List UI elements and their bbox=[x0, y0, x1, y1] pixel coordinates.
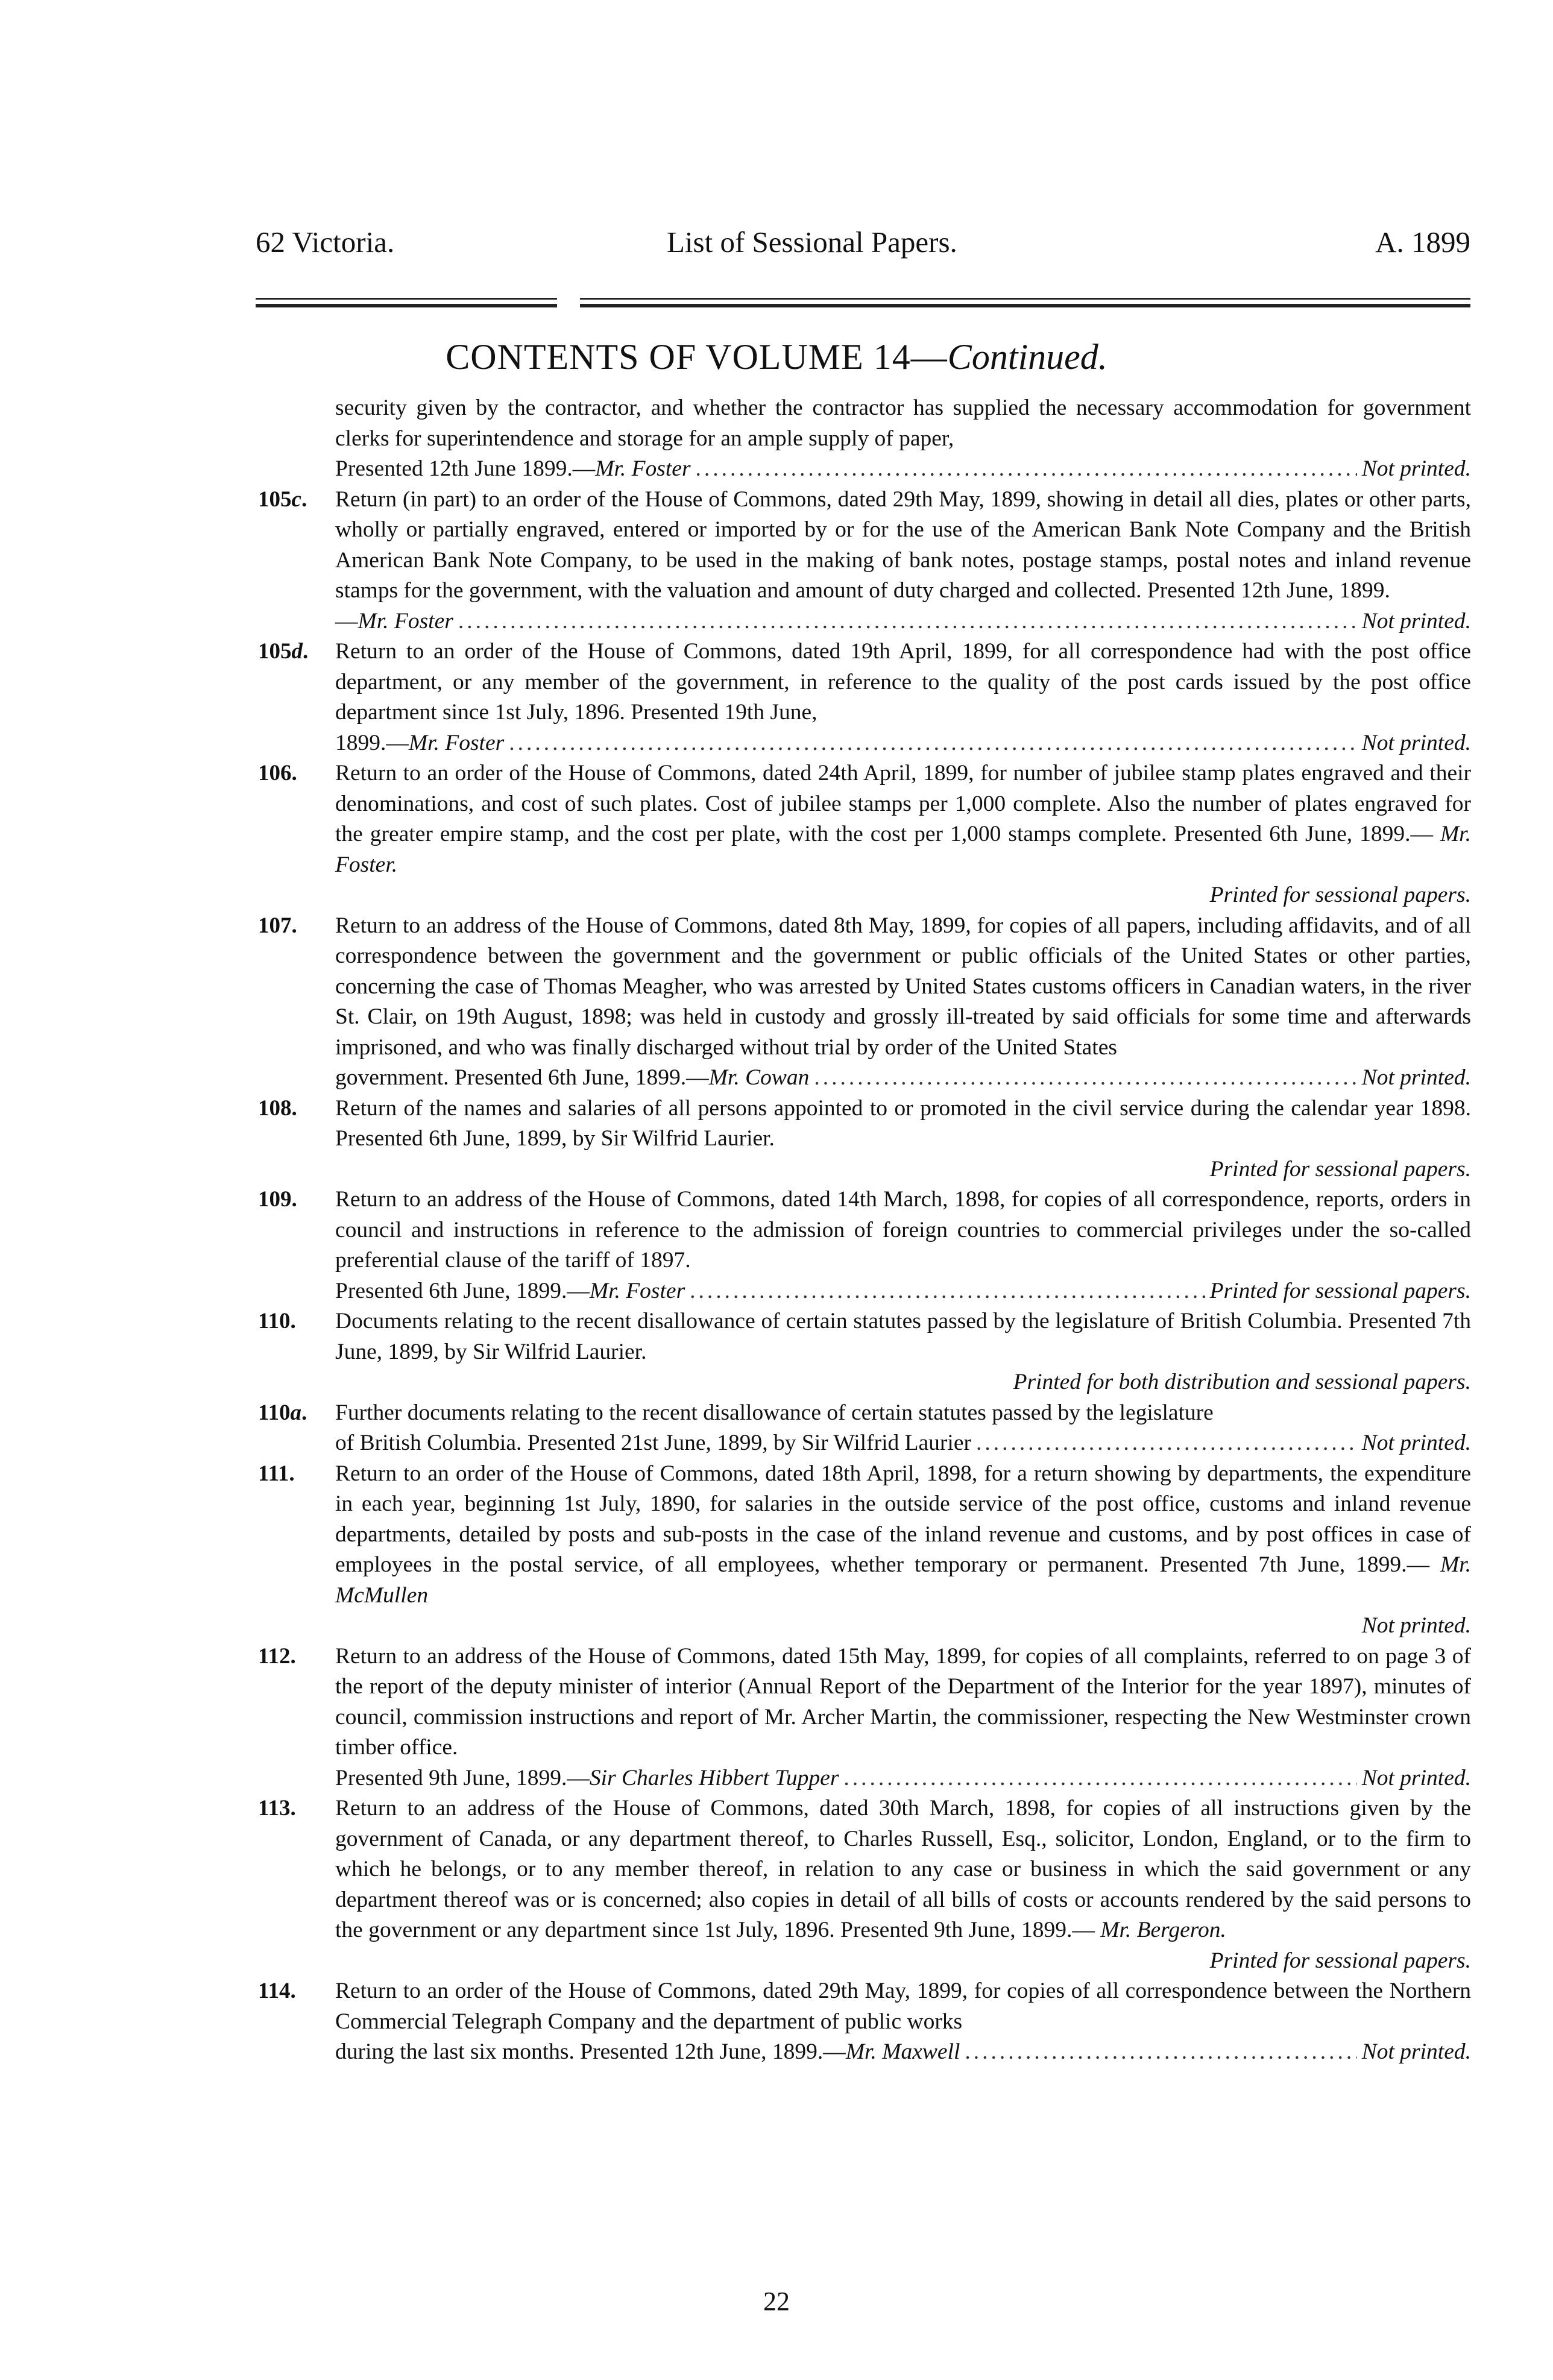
entry-mover: Mr. Maxwell bbox=[845, 2039, 960, 2064]
entry-final-line bbox=[335, 728, 1471, 759]
header-regnal-year: 62 Victoria. bbox=[256, 225, 395, 259]
entry-number-value: 113 bbox=[258, 1796, 291, 1821]
entry-text bbox=[335, 1459, 1471, 1611]
entry-body: Further documents relating to the recent disallowance of certain statutes passed by the legislature bbox=[335, 1400, 1214, 1425]
header-rule-left bbox=[256, 297, 557, 311]
entry-final-text: Presented 9th June, 1899.— bbox=[335, 1765, 590, 1790]
entry-body: Return to an order of the House of Commons, dated 18th April, 1898, for a return showing by departments, the expenditure in each year, beginning 1st July, 1890, for salaries in the outside service of the post office, customs and inland revenue departments, detailed by posts and sub-posts in the case of the inland revenue and customs, and by post offices in case of employees in the postal service, of all employees, whether temporary or permanent. Presented 7th June, 1899.— bbox=[335, 1461, 1471, 1577]
entry-status: Not printed. bbox=[1361, 1065, 1471, 1090]
page-number: 22 bbox=[763, 2287, 790, 2316]
dot-leader bbox=[696, 454, 1357, 485]
entry-text bbox=[335, 911, 1471, 1063]
dot-leader bbox=[690, 1276, 1205, 1307]
entry-number-value: 105 bbox=[258, 639, 292, 664]
list-item bbox=[258, 1793, 1471, 1976]
entry-body: Return to an order of the House of Commons, dated 24th April, 1899, for number of jubilee stamp plates engraved and their denominations, and cost of such plates. Cost of jubilee stamps per 1,000 complete. Also the number of plates engraved for the greater empire stamp, and the cost per plate, with the cost per 1,000 stamps complete. Presented 6th June, 1899.— bbox=[335, 761, 1471, 846]
list-item bbox=[258, 911, 1471, 1094]
entry-text bbox=[335, 1793, 1471, 1946]
header-year: A. 1899 bbox=[1375, 225, 1470, 259]
entry-number-value: 111 bbox=[258, 1461, 289, 1486]
entry-number-value: 105 bbox=[258, 486, 292, 512]
entry-final-text: during the last six months. Presented 12th June, 1899.— bbox=[335, 2039, 846, 2064]
entry-status: Not printed. bbox=[1361, 456, 1471, 481]
entry-text bbox=[335, 1306, 1471, 1367]
entry-number: 109. bbox=[258, 1187, 297, 1212]
volume-heading-main: CONTENTS OF VOLUME 14— bbox=[446, 337, 948, 377]
entry-number-value: 109 bbox=[258, 1187, 292, 1212]
entry-status: Not printed. bbox=[1361, 1431, 1471, 1455]
entry-number: 107. bbox=[258, 913, 297, 938]
entry-body: Return to an order of the House of Commons, dated 19th April, 1899, for all correspondence had with the post office department, or any member of the government, in reference to the quality of the post cards issued by the post office department since 1st July, 1896. Presented 19th June, bbox=[335, 639, 1471, 725]
list-item bbox=[258, 1306, 1471, 1398]
entry-final-line bbox=[335, 1063, 1471, 1094]
entry-final-text: government. Presented 6th June, 1899.— bbox=[335, 1065, 709, 1090]
list-item bbox=[258, 1642, 1471, 1794]
entry-mover: Mr. Foster bbox=[589, 1278, 685, 1303]
list-item bbox=[258, 758, 1471, 911]
dot-leader bbox=[814, 1063, 1356, 1094]
entry-final-text: — bbox=[335, 608, 358, 634]
entry-final-text: 1899.— bbox=[335, 730, 409, 755]
header-rule-right bbox=[580, 297, 1470, 311]
entry-status: Not printed. bbox=[1361, 730, 1471, 755]
entry-body: security given by the contractor, and whether the contractor has supplied the necessary accommodation for government clerks for superintendence and storage for an ample supply of paper, bbox=[335, 395, 1471, 451]
entry-text bbox=[335, 1398, 1471, 1429]
entry-body: Return (in part) to an order of the House of Commons, dated 29th May, 1899, showing in detail all dies, plates or other parts, wholly or partially engraved, entered or imported by or for the use of the American Bank Note Company and the British American Bank Note Company, to be used in the making of bank notes, postage stamps, postal notes and inland revenue stamps for the government, with the valuation and amount of duty charged and collected. Presented 12th June, 1899. bbox=[335, 486, 1471, 603]
entry-text bbox=[335, 1094, 1471, 1154]
entry-mover: Mr. Bergeron. bbox=[1100, 1918, 1226, 1942]
list-item bbox=[258, 1398, 1471, 1459]
entries-list bbox=[258, 393, 1472, 2068]
entry-body: Return to an address of the House of Commons, dated 14th March, 1898, for copies of all correspondence, reports, orders in council and instructions in reference to the admission of foreign countries to commercial privileges under the so-called preferential clause of the tariff of 1897. bbox=[335, 1187, 1471, 1273]
entry-final-text: Presented 6th June, 1899.— bbox=[335, 1278, 590, 1303]
running-head bbox=[256, 224, 1470, 260]
header-title: List of Sessional Papers. bbox=[667, 225, 957, 259]
entry-number-suffix: d bbox=[291, 639, 303, 664]
list-item bbox=[335, 393, 1471, 485]
entry-number: 105c. bbox=[258, 486, 307, 512]
entry-number: 106. bbox=[258, 761, 297, 785]
entry-number: 111. bbox=[258, 1461, 295, 1486]
entry-status: Printed for sessional papers. bbox=[1209, 883, 1471, 907]
entry-number-value: 112 bbox=[258, 1643, 291, 1669]
entry-final-line bbox=[335, 2037, 1471, 2068]
entry-number-value: 106 bbox=[258, 761, 292, 785]
entry-final-line bbox=[335, 606, 1471, 637]
entry-final-line bbox=[335, 454, 1471, 485]
entry-text bbox=[335, 393, 1471, 454]
entry-number: 112. bbox=[258, 1643, 296, 1669]
entry-body: Return to an order of the House of Commons, dated 29th May, 1899, for copies of all correspondence between the Northern Commercial Telegraph Company and the department of public works bbox=[335, 1979, 1471, 2034]
entry-final-text: Presented 12th June 1899.— bbox=[335, 456, 596, 481]
entry-body: Return to an address of the House of Commons, dated 30th March, 1898, for copies of all instructions given by the government of Canada, or any department thereof, to Charles Russell, Esq., solicitor, London, England, or to the firm to which he belongs, or to any member thereof, in relation to any case or business in which the said government or any department thereof was or is concerned; also copies in detail of all bills of costs or accounts rendered by the said persons to the government or any department since 1st July, 1896. Presented 9th June, 1899.— bbox=[335, 1796, 1471, 1942]
entry-body: Return of the names and salaries of all persons appointed to or promoted in the civil service during the calendar year 1898. Presented 6th June, 1899, by Sir Wilfrid Laurier. bbox=[335, 1095, 1471, 1151]
entry-status: Not printed. bbox=[1361, 1765, 1471, 1790]
entry-status: Printed for sessional papers. bbox=[1209, 1948, 1471, 1973]
entry-mover: Mr. Foster. bbox=[335, 822, 1471, 877]
entry-final-text: of British Columbia. Presented 21st June, 1899, by Sir Wilfrid Laurier bbox=[335, 1431, 971, 1455]
entry-final-line bbox=[335, 1276, 1471, 1307]
entry-text bbox=[335, 1976, 1471, 2037]
entry-number: 110a. bbox=[258, 1400, 307, 1425]
entry-text bbox=[335, 1642, 1471, 1763]
entry-mover: Mr. Foster bbox=[595, 456, 691, 481]
dot-leader bbox=[965, 2037, 1356, 2068]
entry-final-line bbox=[335, 1763, 1471, 1794]
entry-mover: Mr. Foster bbox=[358, 608, 453, 634]
entry-status: Printed for both distribution and sessional papers. bbox=[1013, 1370, 1471, 1394]
entry-number: 110. bbox=[258, 1309, 296, 1333]
entry-mover: Sir Charles Hibbert Tupper bbox=[589, 1765, 839, 1790]
entry-body: Documents relating to the recent disallowance of certain statutes passed by the legislature of British Columbia. Presented 7th June, 1899, by Sir Wilfrid Laurier. bbox=[335, 1309, 1471, 1364]
dot-leader bbox=[976, 1428, 1357, 1459]
entry-number-value: 110 bbox=[258, 1400, 291, 1425]
dot-leader bbox=[843, 1763, 1356, 1794]
entry-text bbox=[335, 637, 1471, 728]
entry-status: Not printed. bbox=[1361, 1613, 1471, 1638]
entry-mover: Mr. McMullen bbox=[335, 1552, 1472, 1608]
entry-number-value: 107 bbox=[258, 913, 292, 938]
entry-body: Return to an address of the House of Commons, dated 15th May, 1899, for copies of all complaints, referred to on page 3 of the report of the deputy minister of interior (Annual Report of the Department of the Interior for the year 1897), minutes of council, commission instructions and report of Mr. Archer Martin, the commissioner, respecting the New Westminster crown timber office. bbox=[335, 1643, 1471, 1760]
volume-heading-continued: Continued. bbox=[947, 337, 1107, 377]
entry-mover: Mr. Foster bbox=[408, 730, 505, 755]
entry-status: Not printed. bbox=[1361, 2039, 1471, 2064]
entry-status: Not printed. bbox=[1361, 608, 1471, 634]
entry-body: Return to an address of the House of Commons, dated 8th May, 1899, for copies of all papers, including affidavits, and of all correspondence between the government and the government or public officials of the United States or other parties, concerning the case of Thomas Meagher, who was arrested by United States customs officers in Canadian waters, in the river St. Clair, on 19th August, 1898; was held in custody and grossly ill-treated by said officials for some time and afterwards imprisoned, and who was finally discharged without trial by order of the United States bbox=[335, 913, 1471, 1060]
list-item bbox=[258, 485, 1471, 637]
entry-number-suffix: a bbox=[290, 1400, 301, 1425]
list-item bbox=[258, 1976, 1471, 2068]
entry-number: 114. bbox=[258, 1979, 296, 2003]
list-item bbox=[258, 637, 1471, 758]
entry-number-value: 114 bbox=[258, 1979, 291, 2003]
dot-leader bbox=[509, 728, 1357, 759]
list-item bbox=[258, 1459, 1472, 1642]
entry-text bbox=[335, 1185, 1471, 1276]
entry-number: 105d. bbox=[258, 639, 309, 664]
list-item bbox=[258, 1094, 1471, 1185]
entry-number-value: 110 bbox=[258, 1309, 291, 1333]
dot-leader bbox=[458, 606, 1357, 637]
list-item bbox=[258, 1185, 1471, 1306]
entry-text bbox=[335, 485, 1471, 606]
entry-number-suffix: c bbox=[291, 486, 301, 512]
volume-heading bbox=[0, 335, 1553, 379]
entry-mover: Mr. Cowan bbox=[708, 1065, 810, 1090]
entry-status: Printed for sessional papers. bbox=[1209, 1278, 1471, 1303]
entry-number-value: 108 bbox=[258, 1095, 292, 1121]
entry-final-line bbox=[335, 1428, 1471, 1459]
entry-text bbox=[335, 758, 1471, 880]
entry-number: 108. bbox=[258, 1095, 297, 1121]
entry-number: 113. bbox=[258, 1796, 296, 1821]
entry-status: Printed for sessional papers. bbox=[1209, 1156, 1471, 1182]
